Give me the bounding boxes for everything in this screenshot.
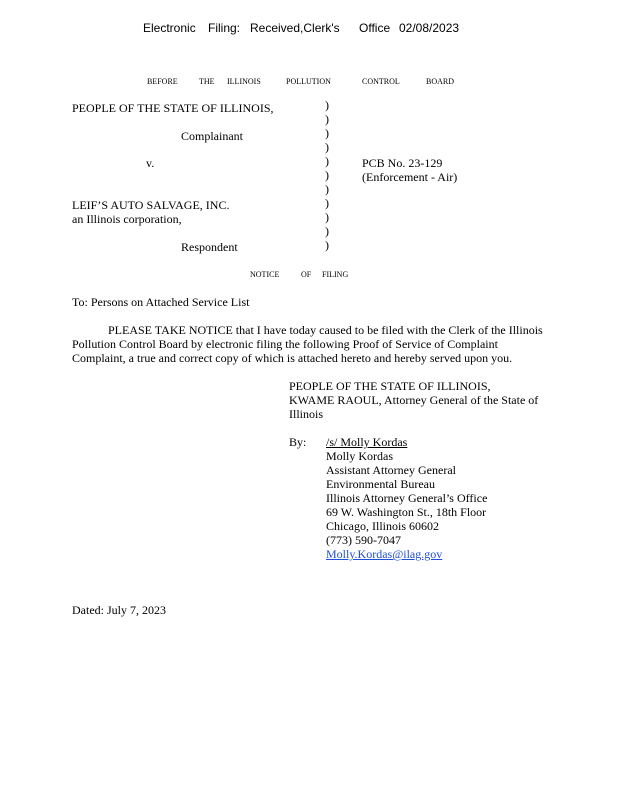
complainant-label: Complainant [181, 129, 243, 143]
body-line: PLEASE TAKE NOTICE that I have today caused to be filed with the Clerk of the Illinois [108, 323, 543, 337]
caption-paren: ) [325, 182, 329, 196]
stamp-office: Office [359, 21, 391, 35]
caption-paren: ) [325, 154, 329, 168]
caption-paren: ) [325, 196, 329, 210]
caption-paren: ) [325, 112, 329, 126]
office-phone: (773) 590-7047 [326, 533, 401, 547]
caption-paren-column [325, 98, 335, 252]
case-type: (Enforcement - Air) [362, 170, 458, 184]
notice-title-word: NOTICE [250, 270, 280, 279]
caption-paren: ) [325, 168, 329, 182]
caption-paren: ) [325, 126, 329, 140]
signer-name: Molly Kordas [326, 449, 393, 463]
office-city: Chicago, Illinois 60602 [326, 519, 439, 533]
board-title-word: ILLINOIS [227, 77, 261, 86]
board-title-word: BEFORE [147, 77, 178, 86]
defendant-name: LEIF’S AUTO SALVAGE, INC. [72, 198, 230, 212]
body-line: Pollution Control Board by electronic filing the following Proof of Service of Complaint [72, 337, 498, 351]
notice-title-word: FILING [322, 270, 349, 279]
to-line: To: Persons on Attached Service List [72, 295, 250, 309]
by-label: By: [289, 435, 307, 449]
notice-title-word: OF [301, 270, 312, 279]
office-street: 69 W. Washington St., 18th Floor [326, 505, 487, 519]
signer-bureau: Environmental Bureau [326, 477, 435, 491]
dated-line: Dated: July 7, 2023 [72, 603, 166, 617]
caption-paren: ) [325, 98, 329, 112]
electronic-signature: /s/ Molly Kordas [326, 435, 408, 449]
respondent-label: Respondent [181, 240, 238, 254]
caption-paren: ) [325, 140, 329, 154]
email-link[interactable]: Molly.Kordas@ilag.gov [326, 547, 443, 561]
signer-office: Illinois Attorney General’s Office [326, 491, 488, 505]
stamp-received: Received,Clerk's [250, 21, 340, 35]
signature-party: PEOPLE OF THE STATE OF ILLINOIS, [289, 379, 491, 393]
board-title-word: THE [199, 77, 215, 86]
signature-ag-line: Illinois [289, 407, 324, 421]
board-title-word: CONTROL [362, 77, 400, 86]
plaintiff-name: PEOPLE OF THE STATE OF ILLINOIS, [72, 101, 274, 115]
board-title-word: BOARD [426, 77, 455, 86]
notice-title [250, 268, 364, 282]
caption-paren: ) [325, 224, 329, 238]
versus-label: v. [146, 156, 155, 170]
stamp-electronic: Electronic [143, 21, 196, 35]
stamp-date: 02/08/2023 [399, 21, 460, 35]
defendant-description: an Illinois corporation, [72, 212, 182, 226]
board-title-word: POLLUTION [286, 77, 331, 86]
signer-title: Assistant Attorney General [326, 463, 456, 477]
signature-ag-line: KWAME RAOUL, Attorney General of the State of [289, 393, 539, 407]
body-line: Complaint, a true and correct copy of which is attached hereto and hereby served upon you. [72, 351, 513, 365]
stamp-filing: Filing: [208, 21, 241, 35]
caption-paren: ) [325, 210, 329, 224]
caption-paren: ) [325, 238, 329, 252]
case-number: PCB No. 23-129 [362, 156, 443, 170]
